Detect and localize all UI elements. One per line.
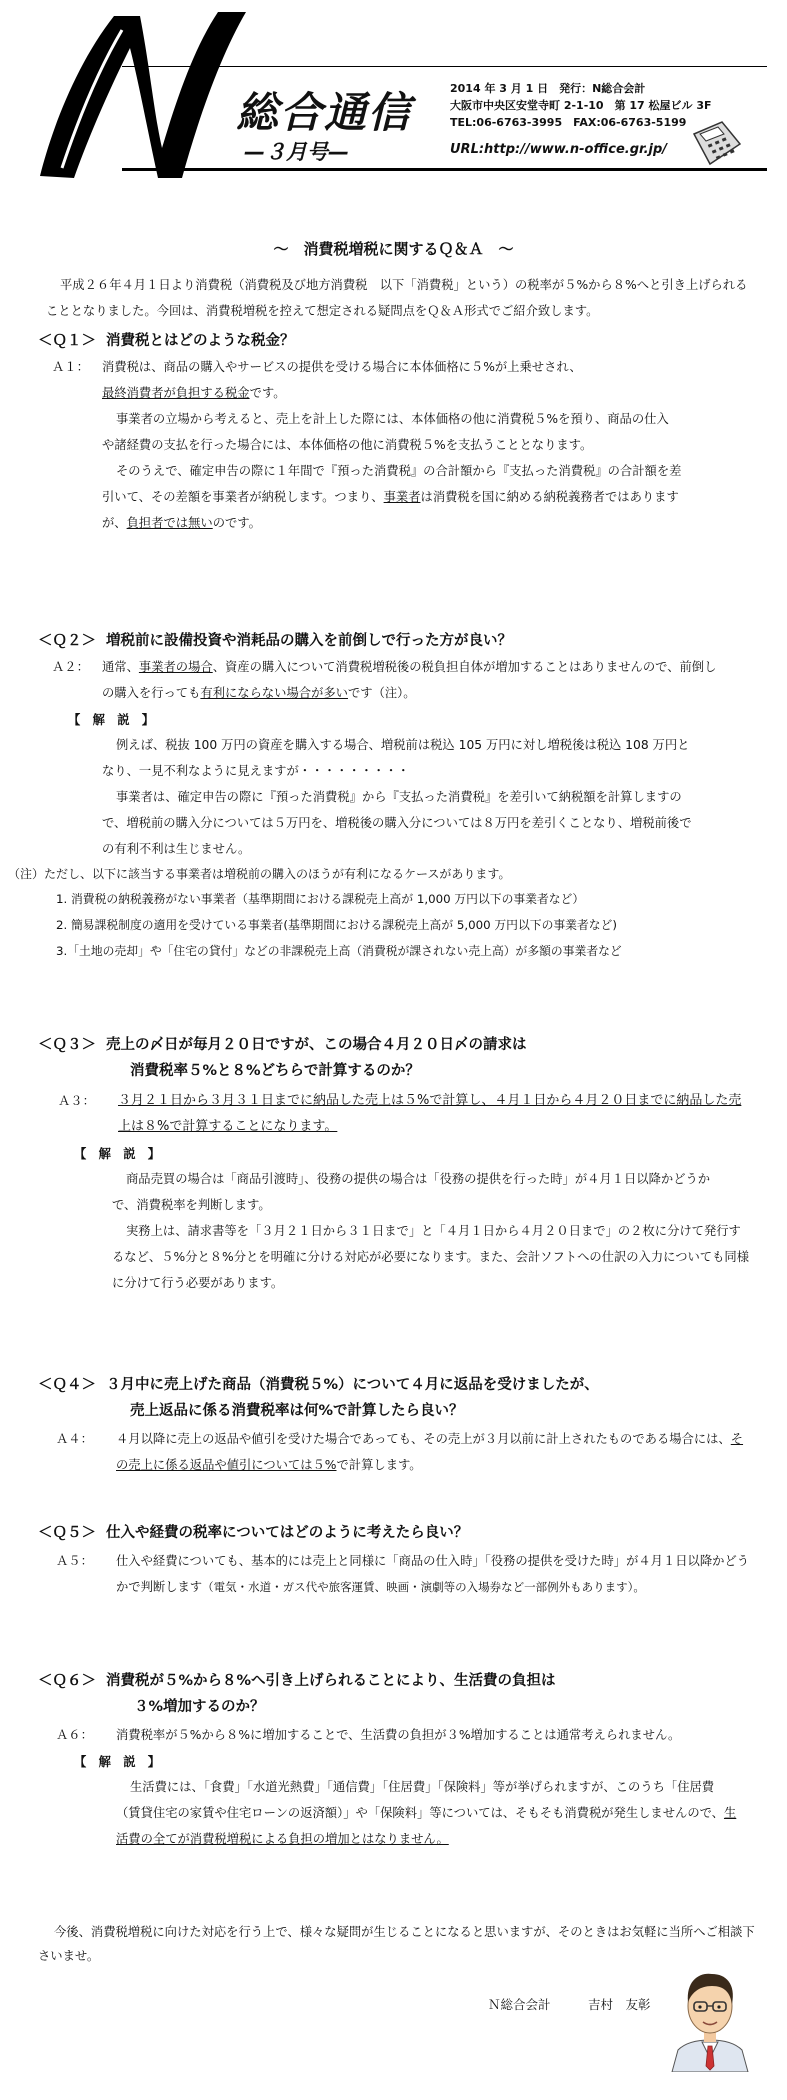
- q3-question-cont: 消費税率５%と８%どちらで計算するのか？: [130, 1063, 420, 1079]
- document-title: ～ 消費税増税に関するＱ＆Ａ ～: [273, 240, 514, 258]
- q3-kaisetsu-heading: 【 解 説 】: [74, 1147, 161, 1161]
- q2-note-item-3: 3.「土地の売却」や「住宅の貸付」などの非課税売上高（消費税が課されない売上高）が多額の事業者など: [56, 944, 622, 958]
- q1-question: ＜Ｑ１＞ 消費税とはどのような税金？: [38, 333, 295, 349]
- n-logo-icon: [22, 8, 252, 183]
- q5-section: [38, 1520, 758, 1600]
- q3-section: [38, 1032, 758, 1296]
- q6-section: ＜Ｑ６＞ 消費税が５%から８%へ引き上げられることにより、生活費の負担は ３%増加するのか？ Ａ６： 消費税率が５%から８%に増加することで、生活費の負担が３%増加することは通常考えられません。 【 解 説 】 生活費には、「食費」「水道光熱費」「通信費」「住居費」「保険料」等が挙げられますが、このうち「住居費（賃貸住宅の家賃や住宅ローンの返済額）」や「保険料」等については、そもそも消費税が発生しませんので、生活費の全てが消費税増税による負担の増加とはなりません。: [38, 1668, 758, 1852]
- q2-explanation-1: 例えば、税抜 100 万円の資産を購入する場合、増税前は税込 105 万円に対し増税後は税込 108 万円となり、一見不利なように見えますが・・・・・・・・・: [102, 738, 690, 778]
- author-avatar-icon: [668, 1962, 752, 2072]
- newsletter-header: [22, 8, 767, 178]
- q4-answer: Ａ４： ４月以降に売上の返品や値引を受けた場合であっても、その売上が３月以前に計上されたものである場合には、その売上に係る返品や値引については５%で計算します。: [56, 1432, 744, 1472]
- q2-answer: Ａ２： 通常、事業者の場合、資産の購入について消費税増税後の税負担自体が増加することはありませんので、前倒しの購入を行っても有利にならない場合が多いです（注）。: [52, 660, 717, 700]
- q4-question: ＜Ｑ４＞ ３月中に売上げた商品（消費税５%）について４月に返品を受けましたが、: [38, 1377, 599, 1393]
- q2-explanation-2: 事業者は、確定申告の際に『預った消費税』から『支払った消費税』を差引いて納税額を計算しますので、増税前の購入分については５万円を、増税後の購入分については８万円を差引くことなり、増税前後での有利不利は生じません。: [102, 790, 692, 856]
- q3-explanation-1: 商品売買の場合は「商品引渡時」、役務の提供の場合は「役務の提供を行った時」が４月１日以降かどうかで、消費税率を判断します。: [112, 1172, 711, 1212]
- q6-answer: Ａ６： 消費税率が５%から８%に増加することで、生活費の負担が３%増加することは通常考えられません。: [56, 1728, 681, 1742]
- q6-question-cont: ３%増加するのか？: [134, 1699, 265, 1715]
- q3-answer: Ａ３： ３月２１日から３月３１日までに納品した売上は５%で計算し、４月１日から４月２０日までに納品した売上は８%で計算することになります。: [58, 1093, 742, 1134]
- q6-question: ＜Ｑ６＞ 消費税が５%から８%へ引き上げられることにより、生活費の負担は: [38, 1673, 556, 1689]
- calculator-icon: [688, 120, 744, 168]
- q1-answer: Ａ１： 消費税は、商品の購入やサービスの提供を受ける場合に本体価格に５%が上乗せされ、 最終消費者が負担する税金です。 事業者の立場から考えると、売上を計上した際には、本体価格の他に消費税５%を預り、商品の仕入や諸経費の支払を行った場合には、本体価格の他に消費税５%を支払うこととなります。 そのうえで、確定申告の際に１年間で『預った消費税』の合計額から『支払った消費税』の合計額を差引いて、その差額を事業者が納税します。つまり、事業者は消費税を国に納める納税義務者ではありますが、負担者では無いのです。: [52, 360, 682, 530]
- signature: Ｎ総合会計 吉村 友彰: [488, 1997, 651, 2012]
- website-url: URL:http://www.n-office.gr.jp/: [450, 142, 668, 157]
- q2-note: （注）ただし、以下に該当する事業者は増税前の購入のほうが有利になるケースがあります。: [8, 867, 511, 881]
- closing-paragraph: 今後、消費税増税に向けた対応を行う上で、様々な疑問が生じることになると思いますが、そのときはお気軽に当所へご相談下さいませ。: [38, 1925, 755, 1963]
- q2-section: [8, 628, 758, 964]
- publisher-info: [450, 80, 712, 131]
- q3-explanation-2: 実務上は、請求書等を「３月２１日から３１日まで」と「４月１日から４月２０日まで」の２枚に分けて発行するなど、５%分と８%分とを明確に分ける対応が必要になります。また、会計ソフトへの仕訳の入力についても同様に分けて行う必要があります。: [112, 1224, 749, 1290]
- pub-phone-line: TEL:06-6763-3995 FAX:06-6763-5199: [450, 116, 687, 129]
- pub-address-line: 大阪市中央区安堂寺町 2-1-10 第 17 松屋ビル 3F: [450, 99, 712, 112]
- q2-note-item-2: 2. 簡易課税制度の適用を受けている事業者(基準期間における課税売上高が 5,000 万円以下の事業者など): [56, 918, 617, 932]
- q4-section: [38, 1372, 758, 1478]
- q5-question: ＜Ｑ５＞ 仕入や経費の税率についてはどのように考えたら良い？: [38, 1525, 469, 1541]
- newsletter-brand: 総合通信: [236, 88, 413, 137]
- intro-and-q1: [38, 272, 758, 536]
- q5-answer: Ａ５： 仕入や経費についても、基本的には売上と同様に「商品の仕入時」「役務の提供を受けた時」が４月１日以降かどうかで判断します（電気・水道・ガス代や旅客運賃、映画・演劇等の入場券など一部例外もあります）。: [56, 1554, 750, 1594]
- q2-kaisetsu-heading: 【 解 説 】: [68, 713, 155, 727]
- issue-label: —３月号—: [244, 140, 349, 164]
- q2-note-item-1: 1. 消費税の納税義務がない事業者（基準期間における課税売上高が 1,000 万円以下の事業者など）: [56, 892, 585, 906]
- q3-question: ＜Ｑ３＞ 売上の〆日が毎月２０日ですが、この場合４月２０日〆の請求は: [38, 1037, 527, 1053]
- pub-date-line: 2014 年 3 月 1 日 発行：N総合会計: [450, 82, 646, 95]
- q6-kaisetsu-heading: 【 解 説 】: [74, 1755, 161, 1769]
- intro-paragraph: 平成２６年４月１日より消費税（消費税及び地方消費税 以下「消費税」という）の税率が５%から８%へと引き上げられることとなりました。今回は、消費税増税を控えて想定される疑問点をＱ＆Ａ形式でご紹介致します。: [46, 278, 748, 318]
- q2-question: ＜Ｑ２＞ 増税前に設備投資や消耗品の購入を前倒しで行った方が良い？: [38, 633, 512, 649]
- q4-question-cont: 売上返品に係る消費税率は何%で計算したら良い？: [130, 1403, 464, 1419]
- closing-section: [38, 1920, 758, 1968]
